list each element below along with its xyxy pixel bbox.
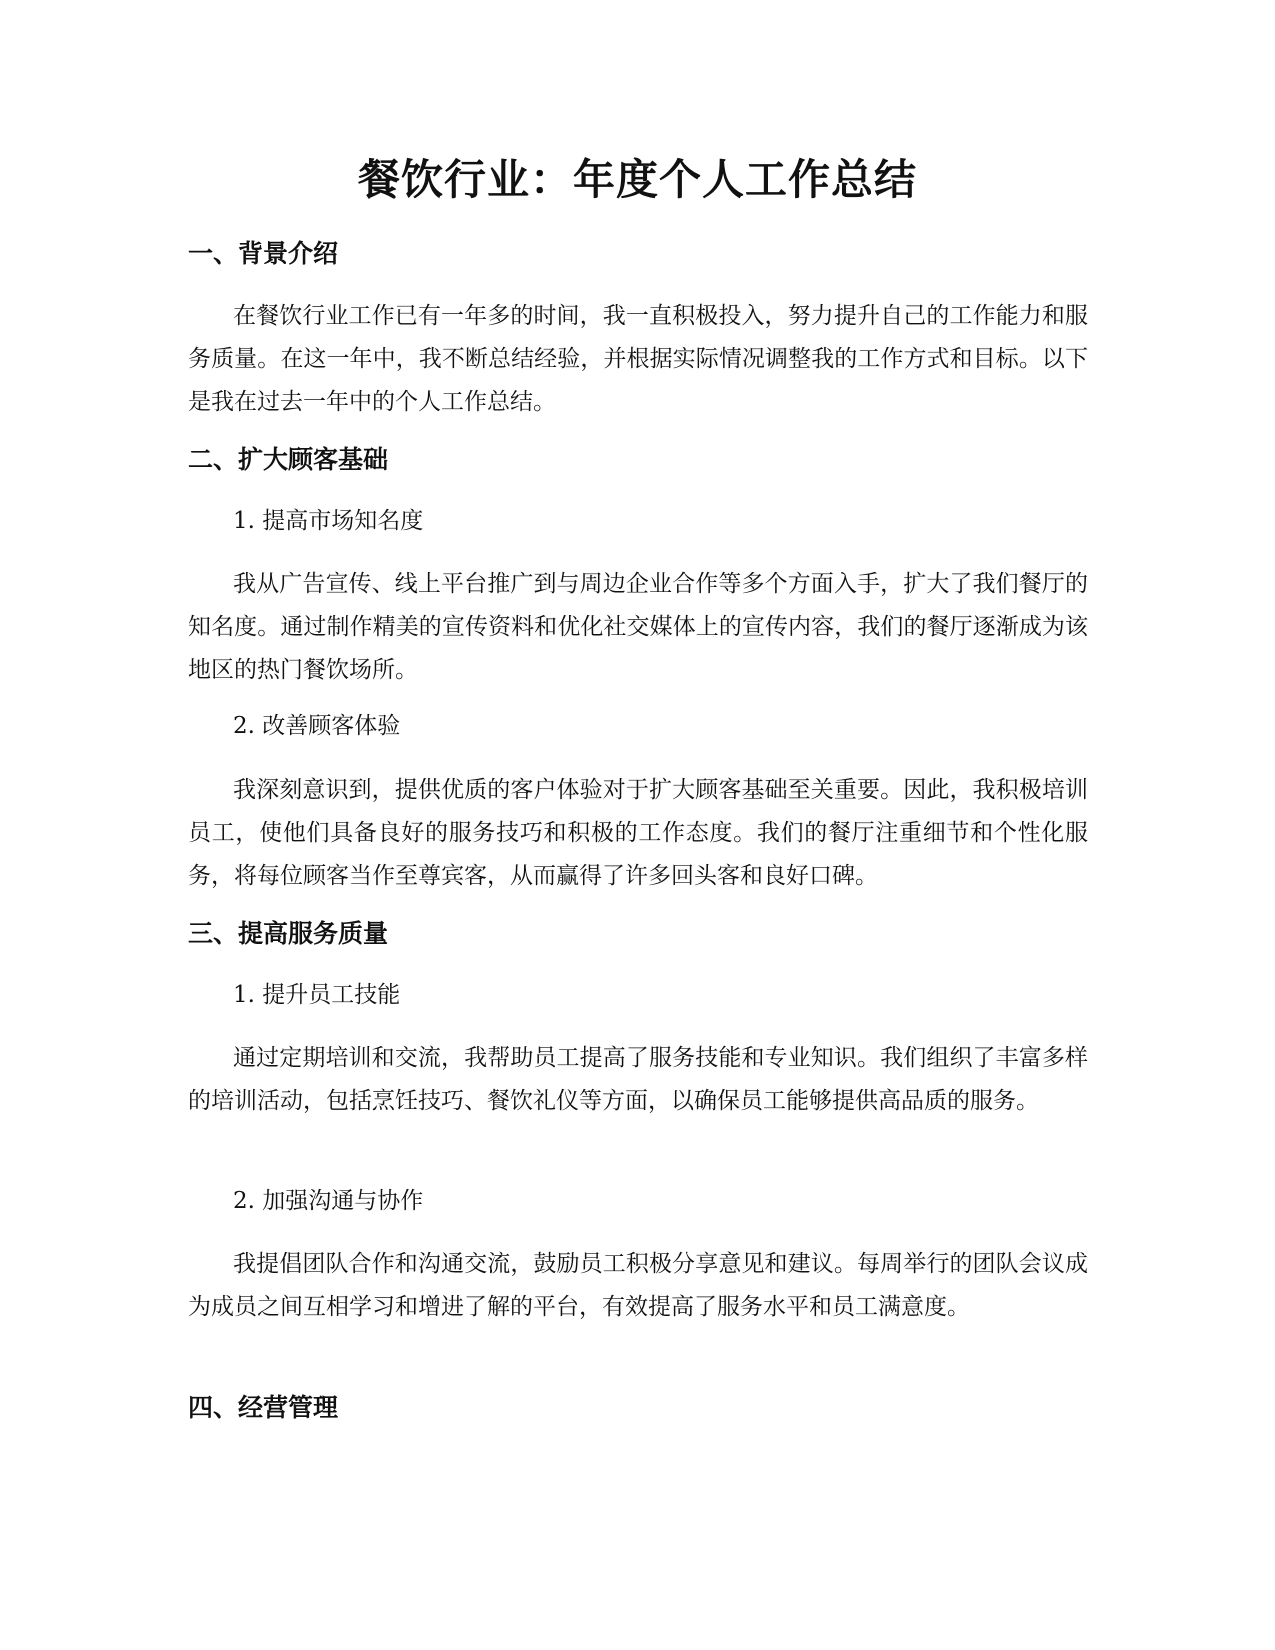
paragraph-background: 在餐饮行业工作已有一年多的时间，我一直积极投入，努力提升自己的工作能力和服务质量。在这一年中，我不断总结经验，并根据实际情况调整我的工作方式和目标。以下是我在过去一年中的个人工作总结。 <box>188 303 1088 415</box>
section-heading-service-quality: 三、提高服务质量 <box>188 919 389 948</box>
subheading-staff-skills: 1. 提升员工技能 <box>233 982 401 1008</box>
paragraph-staff-skills: 通过定期培训和交流，我帮助员工提高了服务技能和专业知识。我们组织了丰富多样的培训活动，包括烹饪技巧、餐饮礼仪等方面，以确保员工能够提供高品质的服务。 <box>188 1045 1088 1114</box>
paragraph-market-awareness: 我从广告宣传、线上平台推广到与周边企业合作等多个方面入手，扩大了我们餐厅的知名度。通过制作精美的宣传资料和优化社交媒体上的宣传内容，我们的餐厅逐渐成为该地区的热门餐饮场所。 <box>188 571 1088 683</box>
document-title: 餐饮行业：年度个人工作总结 <box>357 155 917 204</box>
section-heading-background: 一、背景介绍 <box>188 239 339 268</box>
subheading-communication: 2. 加强沟通与协作 <box>233 1188 424 1214</box>
section-heading-management: 四、经营管理 <box>188 1393 339 1422</box>
subheading-market-awareness: 1. 提高市场知名度 <box>233 508 424 534</box>
paragraph-communication: 我提倡团队合作和沟通交流，鼓励员工积极分享意见和建议。每周举行的团队会议成为成员之间互相学习和增进了解的平台，有效提高了服务水平和员工满意度。 <box>188 1251 1088 1320</box>
paragraph-customer-experience: 我深刻意识到，提供优质的客户体验对于扩大顾客基础至关重要。因此，我积极培训员工，使他们具备良好的服务技巧和积极的工作态度。我们的餐厅注重细节和个性化服务，将每位顾客当作至尊宾客，从而赢得了许多回头客和良好口碑。 <box>188 777 1088 889</box>
subheading-customer-experience: 2. 改善顾客体验 <box>233 713 401 739</box>
section-heading-customer-base: 二、扩大顾客基础 <box>188 445 389 474</box>
